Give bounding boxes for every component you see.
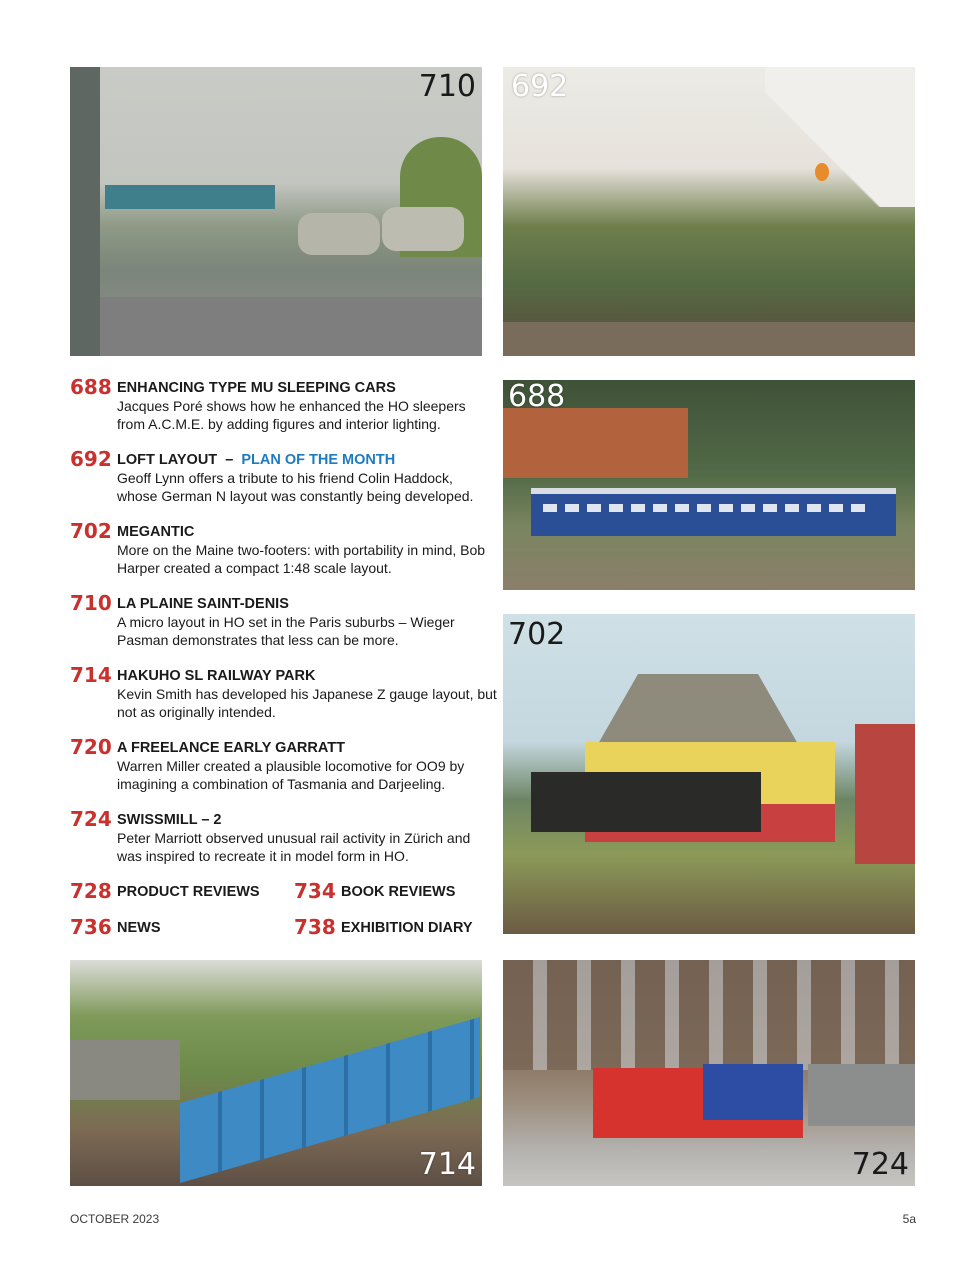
entry-page-number: 728 <box>70 879 112 903</box>
entry-description: Geoff Lynn offers a tribute to his friend Colin Haddock, whose German N layout was constantly being developed. <box>117 470 474 504</box>
entry-title: NEWS <box>117 920 161 936</box>
entry-title: SWISSMILL – 2 <box>117 812 222 828</box>
entry-title: MEGANTIC <box>117 524 195 540</box>
entry-page-number: 692 <box>70 447 112 471</box>
photo-page-number: 688 <box>508 380 566 414</box>
regular-feature-product-reviews[interactable] <box>70 879 260 903</box>
entry-title: BOOK REVIEWS <box>341 884 456 900</box>
page-number: 5a <box>902 1212 916 1226</box>
photo-page-number: 724 <box>851 1147 909 1182</box>
entry-title: HAKUHO SL RAILWAY PARK <box>117 668 316 684</box>
entry-description: A micro layout in HO set in the Paris suburbs – Wieger Pasman demonstrates that less can be more. <box>117 614 455 648</box>
photo-swissmill <box>503 960 915 1186</box>
regular-feature-exhibition-diary[interactable] <box>294 915 473 939</box>
issue-date: OCTOBER 2023 <box>70 1212 160 1226</box>
title-dash: – <box>225 452 234 468</box>
entry-title-group <box>117 452 395 469</box>
entry-description: Jacques Poré shows how he enhanced the HO sleepers from A.C.M.E. by adding figures and interior lighting. <box>117 398 466 432</box>
entry-page-number: 710 <box>70 591 112 615</box>
entry-description: More on the Maine two-footers: with portability in mind, Bob Harper created a compact 1:48 scale layout. <box>117 542 486 576</box>
entry-title: LA PLAINE SAINT-DENIS <box>117 596 289 612</box>
entry-title: EXHIBITION DIARY <box>341 920 473 936</box>
plan-of-the-month-label: PLAN OF THE MONTH <box>241 452 396 468</box>
entry-description: Peter Marriott observed unusual rail activity in Zürich and was inspired to recreate it in model form in HO. <box>117 830 471 864</box>
entry-page-number: 734 <box>294 879 336 903</box>
entry-description: Kevin Smith has developed his Japanese Z gauge layout, but not as originally intended. <box>117 686 497 720</box>
entry-title: A FREELANCE EARLY GARRATT <box>117 740 345 756</box>
photo-megantic <box>503 614 915 934</box>
entry-page-number: 714 <box>70 663 112 687</box>
entry-page-number: 736 <box>70 915 112 939</box>
photo-loft-layout <box>503 67 915 356</box>
entry-page-number: 702 <box>70 519 112 543</box>
photo-page-number: 702 <box>508 617 566 652</box>
photo-page-number: 710 <box>418 69 476 104</box>
photo-hakuho-sl-railway-park <box>70 960 482 1186</box>
entry-page-number: 724 <box>70 807 112 831</box>
regular-feature-book-reviews[interactable] <box>294 879 456 903</box>
entry-title: LOFT LAYOUT <box>117 452 218 468</box>
entry-page-number: 688 <box>70 375 112 399</box>
photo-page-number: 692 <box>511 69 569 104</box>
entry-description: Warren Miller created a plausible locomotive for OO9 by imagining a combination of Tasmania and Darjeeling. <box>117 758 465 792</box>
photo-page-number: 714 <box>418 1147 476 1182</box>
photo-la-plaine-saint-denis <box>70 67 482 356</box>
entry-title: ENHANCING TYPE MU SLEEPING CARS <box>117 380 396 396</box>
entry-page-number: 738 <box>294 915 336 939</box>
entry-page-number: 720 <box>70 735 112 759</box>
photo-type-mu-sleeping-car <box>503 380 915 590</box>
entry-title: PRODUCT REVIEWS <box>117 884 260 900</box>
regular-feature-news[interactable] <box>70 915 161 939</box>
